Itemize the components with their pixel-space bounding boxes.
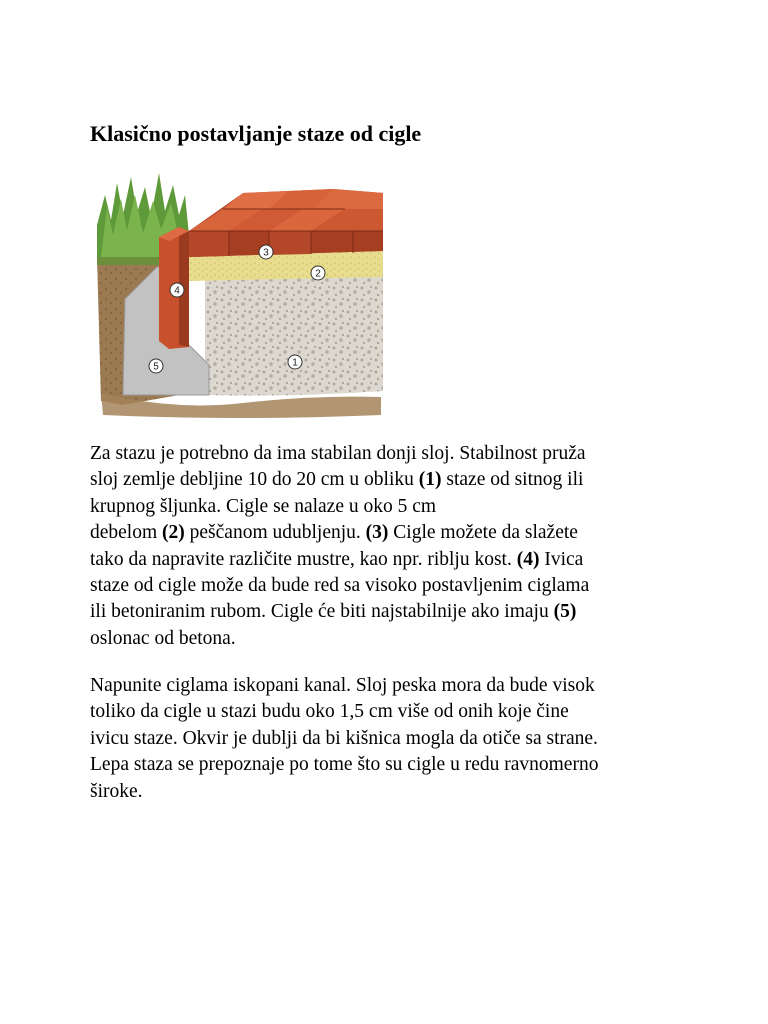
text-line: krupnog šljunka. Cigle se nalaze u oko 5 cm bbox=[90, 495, 437, 517]
svg-text:4: 4 bbox=[174, 285, 180, 297]
svg-text:2: 2 bbox=[315, 268, 321, 280]
gravel-layer bbox=[205, 265, 383, 396]
marker-5: (5) bbox=[553, 601, 577, 623]
marker-2: (2) bbox=[162, 522, 185, 544]
text-line: staze od cigle može da bude red sa visoko postavljenim ciglama bbox=[90, 575, 590, 597]
text-line: debelom (2) peščanom udubljenju. (3) Cigle možete da slažete bbox=[90, 522, 578, 544]
page-title: Klasično postavljanje staze od cigle bbox=[90, 121, 422, 146]
paragraph-stable-base bbox=[90, 441, 690, 652]
text-line: široke. bbox=[90, 780, 143, 802]
svg-text:3: 3 bbox=[263, 247, 269, 259]
svg-text:1: 1 bbox=[292, 357, 298, 369]
marker-1: (1) bbox=[418, 469, 442, 491]
callout-2 bbox=[311, 266, 325, 280]
marker-3: (3) bbox=[365, 522, 389, 544]
callout-4 bbox=[170, 283, 184, 297]
marker-4: (4) bbox=[516, 548, 540, 570]
text-line: tako da napravite različite mustre, kao npr. riblju kost. (4) Ivica bbox=[90, 548, 584, 570]
text-line: Za stazu je potrebno da ima stabilan donji sloj. Stabilnost pruža bbox=[90, 443, 586, 464]
text-line: Napunite ciglama iskopani kanal. Sloj peska mora da bude visok bbox=[90, 675, 595, 696]
callout-5 bbox=[149, 359, 163, 373]
callout-3 bbox=[259, 245, 273, 259]
callout-1 bbox=[288, 355, 302, 369]
brick-path-cross-section-illustration bbox=[93, 165, 389, 423]
text-line: ivicu staze. Okvir je dublji da bi kišnica mogla da otiče sa strane. bbox=[90, 727, 598, 749]
brick-paving bbox=[189, 189, 383, 257]
text-line: oslonac od betona. bbox=[90, 627, 236, 649]
paragraph-filling-channel bbox=[90, 673, 690, 805]
svg-text:5: 5 bbox=[153, 361, 159, 373]
text-line: sloj zemlje debljine 10 do 20 cm u obliku (1) staze od sitnog ili bbox=[90, 469, 584, 491]
cross-section-drawing bbox=[93, 165, 389, 423]
text-line: ili betoniranim rubom. Cigle će biti najstabilnije ako imaju (5) bbox=[90, 601, 577, 623]
text-line: toliko da cigle u stazi budu oko 1,5 cm više od onih koje čine bbox=[90, 701, 569, 723]
text-line: Lepa staza se prepoznaje po tome što su cigle u redu ravnomerno bbox=[90, 754, 599, 776]
